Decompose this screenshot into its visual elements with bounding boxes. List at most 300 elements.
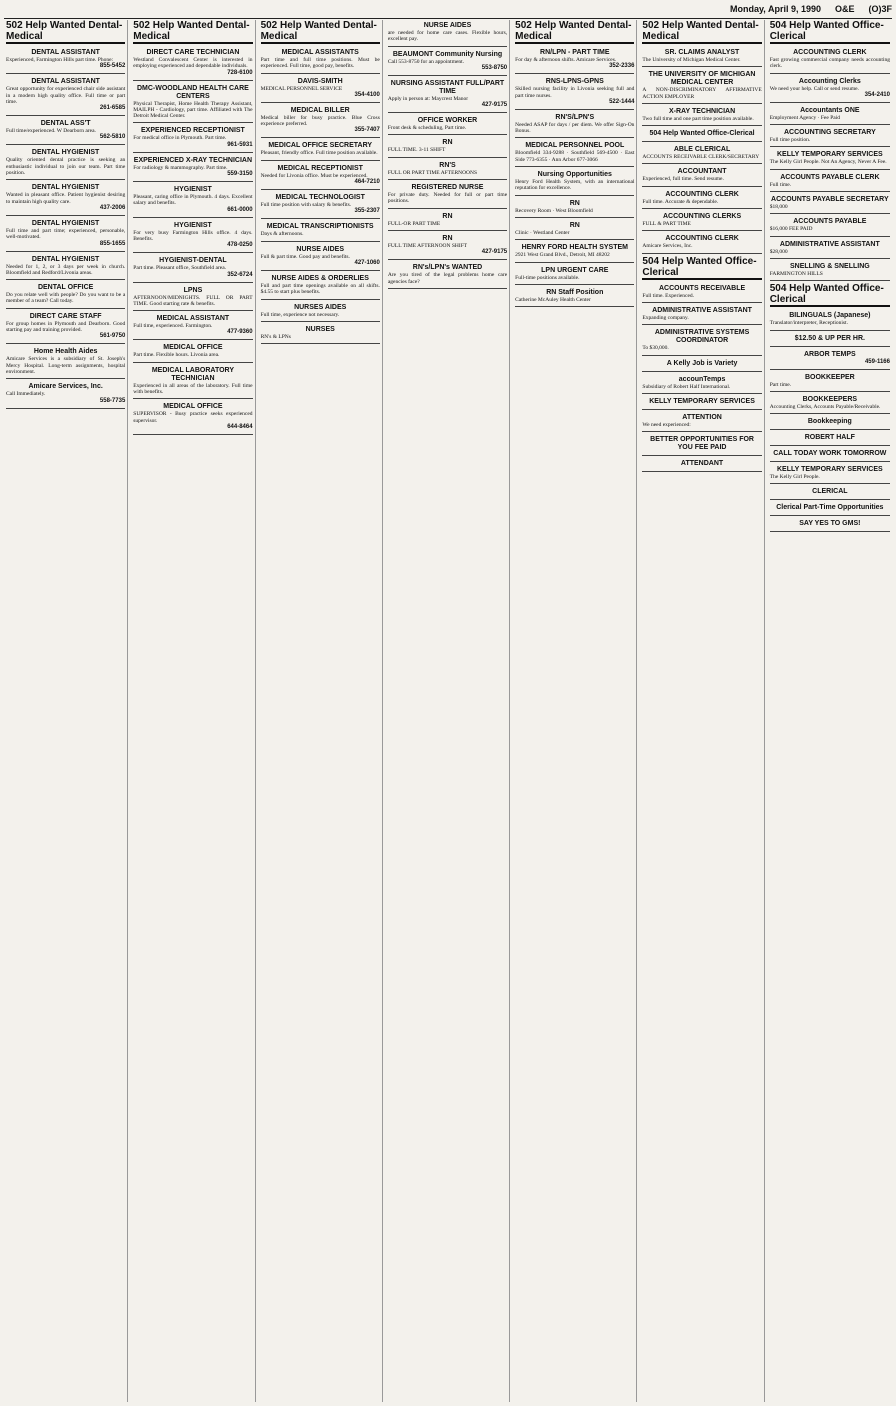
classified-ad <box>642 305 761 325</box>
ad-body: Full time. Accurate & dependable. <box>642 198 719 205</box>
ad-phone: 464-7210 <box>354 179 380 186</box>
ad-body: FULL TIME AFTERNOON SHIFT <box>387 242 468 249</box>
ad-title: MEDICAL OFFICE <box>163 344 223 352</box>
ad-title: RN <box>569 221 580 229</box>
ad-title: MEDICAL PERSONNEL POOL <box>525 142 625 150</box>
ad-title: SNELLING & SNELLING <box>789 262 870 270</box>
ad-body: Pleasant, friendly office. Full time position available. <box>260 150 378 157</box>
ad-title: ACCOUNTING CLERK <box>665 235 739 243</box>
ad-title: ROBERT HALF <box>804 434 855 442</box>
ad-body: $16,000 FEE PAID <box>769 226 813 233</box>
classified-ad <box>770 239 890 259</box>
ad-body: For group homes in Plymouth and Dearborn. Good starting pay and training provided. <box>6 320 126 334</box>
ad-body: 2921 West Grand Blvd., Detroit, MI 48202 <box>515 252 610 259</box>
classified-ad <box>642 396 761 410</box>
ad-phone: 728-6100 <box>227 69 253 76</box>
column-header: 502 Help Wanted Dental-Medical <box>515 20 634 44</box>
ad-body: Skilled nursing facility in Livonia seeking full and part time nurses. <box>515 86 635 99</box>
ad-title: DENTAL HYGIENIST <box>31 184 100 192</box>
ad-body: $28,000 <box>769 248 788 255</box>
ad-title: DIRECT CARE TECHNICIAN <box>146 49 240 56</box>
ad-body: FULL & PART TIME <box>642 221 691 228</box>
ad-body: For day & afternoon shifts. Amicare Services. <box>515 57 617 63</box>
ad-title: ACCOUNTS PAYABLE CLERK <box>780 173 880 181</box>
classified-ad <box>770 416 890 430</box>
classified-ad <box>642 106 761 126</box>
ad-title: BETTER OPPORTUNITIES FOR YOU FEE PAID <box>650 436 754 452</box>
ad-body: MEDICAL PERSONNEL SERVICE <box>260 85 343 92</box>
classified-ad <box>6 346 125 379</box>
ad-body: To $30,000. <box>642 345 669 352</box>
ad-title: ADMINISTRATIVE ASSISTANT <box>652 306 752 314</box>
classified-ad <box>133 365 252 400</box>
ad-body: ACCOUNTS RECEIVABLE CLERK/SECRETARY <box>642 154 760 161</box>
ad-title: MEDICAL TRANSCRIPTIONISTS <box>266 223 374 231</box>
classified-ad <box>770 172 890 192</box>
ad-title: BILINGUALS (Japanese) <box>789 312 871 320</box>
classified-ad <box>261 192 380 219</box>
classified-ad <box>6 147 125 180</box>
ad-title: NURSE AIDES <box>296 245 344 253</box>
ad-title: NURSES AIDES <box>294 303 347 311</box>
classified-ad <box>515 242 634 262</box>
classified-ad <box>515 169 634 196</box>
ad-body: The Kelly Girl People. Not An Agency, Never A Fee. <box>769 159 887 166</box>
classified-ad <box>261 163 380 190</box>
classified-ad <box>770 47 890 74</box>
ad-title: RN'S <box>439 161 456 169</box>
ad-body: The Kelly Girl People. <box>769 474 820 481</box>
ad-body: Needed for Livonia office. Must be experienced. <box>260 172 368 179</box>
ad-title: NURSING ASSISTANT FULL/PART TIME <box>390 79 505 95</box>
column-header: 502 Help Wanted Dental-Medical <box>133 20 252 44</box>
column-1 <box>4 20 128 1402</box>
ad-phone: 561-9750 <box>99 333 126 340</box>
ad-title: HYGIENIST-DENTAL <box>159 257 227 265</box>
ad-body: Do you relate well with people? Do you want to be a member of a team? Call today. <box>6 292 126 305</box>
ad-title: DENTAL OFFICE <box>37 284 94 292</box>
classified-ad <box>388 262 507 289</box>
ad-title: KELLY TEMPORARY SERVICES <box>649 397 755 405</box>
ad-phone: 562-5810 <box>99 134 126 141</box>
ad-title: MEDICAL OFFICE <box>163 403 223 411</box>
classified-ad <box>261 221 380 241</box>
ad-title: NURSE AIDES & ORDERLIES <box>271 274 369 282</box>
classified-ad <box>133 155 252 182</box>
classified-ad <box>133 342 252 362</box>
classified-ad <box>133 285 252 312</box>
ad-body: A NON-DISCRIMINATORY AFFIRMATIVE ACTION EMPLOYER <box>642 87 762 100</box>
classified-ad <box>515 76 634 110</box>
ad-title: SR. CLAIMS ANALYST <box>664 49 740 56</box>
ad-title: LPN URGENT CARE <box>541 266 609 274</box>
column-7 <box>768 20 892 1402</box>
classified-ad <box>642 211 761 231</box>
classified-ad <box>642 47 761 67</box>
ad-phone: 352-2336 <box>609 63 635 70</box>
column-header: 502 Help Wanted Dental-Medical <box>261 20 380 44</box>
ad-title: ACCOUNTING CLERKS <box>662 213 742 221</box>
ad-title: REGISTERED NURSE <box>411 184 484 192</box>
classified-ad <box>515 198 634 218</box>
ad-phone: 644-8464 <box>227 423 253 430</box>
ad-phone: 558-7735 <box>99 397 126 404</box>
classified-ad <box>642 327 761 355</box>
ad-phone: 661-0000 <box>227 206 253 213</box>
classified-ad <box>770 518 890 532</box>
ad-title: $12.50 & UP PER HR. <box>794 334 865 342</box>
ad-title: RN <box>442 212 453 220</box>
ad-body: Quality oriented dental practice is seeking an enthusiastic individual to join our team. Part time position. <box>6 157 126 177</box>
ad-title: Bookkeeping <box>807 418 852 426</box>
classified-ad <box>642 233 761 253</box>
ad-title: KELLY TEMPORARY SERVICES <box>777 151 883 159</box>
classified-ad <box>388 49 507 76</box>
classified-ad <box>133 184 252 218</box>
classified-ad <box>133 47 252 81</box>
classified-ad <box>6 118 125 145</box>
ad-body: Full time, experienced. Farmington. <box>133 323 213 330</box>
ad-body: Part time. Pleasant office, Southfield area. <box>133 265 227 272</box>
ad-title: THE UNIVERSITY OF MICHIGAN MEDICAL CENTER <box>648 71 756 87</box>
ad-body: Part time. Flexible hours. Livonia area. <box>133 352 220 359</box>
classified-ad <box>133 255 252 282</box>
classified-ad <box>642 434 761 456</box>
ad-title: MEDICAL BILLER <box>290 106 350 114</box>
ad-title: BOOKKEEPER <box>804 373 855 381</box>
ad-title: MEDICAL ASSISTANTS <box>281 49 359 56</box>
classified-ad <box>642 166 761 186</box>
ad-title: LPNS <box>183 286 203 294</box>
ad-phone: 427-9175 <box>481 249 508 256</box>
ad-body: Full time. Experienced. <box>642 292 695 299</box>
ad-title: RN <box>569 199 580 207</box>
ad-title: ATTENTION <box>682 413 722 421</box>
classified-ad <box>388 115 507 135</box>
classified-ad <box>770 149 890 169</box>
ad-phone: 261-6585 <box>99 105 126 112</box>
classified-ad <box>261 273 380 300</box>
classified-ad <box>388 20 507 47</box>
ad-body: Fast growing commercial company needs accounting clerk. <box>769 57 890 70</box>
ad-body: Recovery Room · West Bloomfield <box>515 207 593 214</box>
ad-phone: 478-0250 <box>227 242 253 249</box>
ad-title: DIRECT CARE STAFF <box>29 312 102 320</box>
masthead <box>4 4 892 19</box>
ad-title: Accountants ONE <box>800 106 860 114</box>
classified-ad <box>642 128 761 142</box>
ad-body: We need your help. Call or send resume. <box>769 85 859 92</box>
classified-ad <box>642 69 761 104</box>
ad-phone: 522-1444 <box>609 98 635 105</box>
classified-ad <box>261 76 380 103</box>
ad-phone: 352-6724 <box>227 271 253 278</box>
classified-ad <box>6 254 125 281</box>
ad-body: RN's & LPNs <box>260 333 291 340</box>
ad-body: Call 553-8750 for an appointment. <box>387 58 465 65</box>
classified-ad <box>770 464 890 484</box>
ad-title: MEDICAL ASSISTANT <box>156 315 230 323</box>
ad-body: Full time/experienced. W Dearborn area. <box>6 128 96 135</box>
ad-body: Medical biller for busy practice. Blue Cross experience preferred. <box>260 114 380 128</box>
ad-title: X-RAY TECHNICIAN <box>669 107 736 115</box>
ad-title: RN Staff Position <box>546 288 604 296</box>
ad-title: HYGIENIST <box>174 186 212 194</box>
classified-ad <box>642 358 761 372</box>
ad-title: MEDICAL RECEPTIONIST <box>277 164 363 172</box>
ad-title: OFFICE WORKER <box>417 117 478 125</box>
ad-title: RN'S/LPN'S <box>555 113 595 121</box>
classified-ad <box>770 432 890 446</box>
ad-title: ACCOUNTS RECEIVABLE <box>658 284 746 292</box>
column-header: 502 Help Wanted Dental-Medical <box>6 20 125 44</box>
ad-phone: 355-7407 <box>354 127 380 134</box>
ad-body: Westland Convalescent Center is interested in employing experienced and dependable individuals. <box>133 57 253 70</box>
ad-body: Full time, experience not necessary. <box>260 311 340 318</box>
ad-title: MEDICAL OFFICE SECRETARY <box>268 142 373 150</box>
classified-ad <box>770 216 890 236</box>
ad-title: RN/LPN - PART TIME <box>540 49 610 56</box>
ad-body: Catherine McAuley Health Center <box>515 296 591 303</box>
ad-body: Pleasant, caring office in Plymouth. 4 days. Excellent salary and benefits. <box>133 194 253 207</box>
ad-body: FULL TIME. 3-11 SHIFT <box>387 147 446 154</box>
classified-ad <box>515 220 634 240</box>
classified-ad <box>770 502 890 516</box>
ad-body: Wanted in pleasant office. Patient hygienist desiring to maintain high quality care. <box>6 192 126 205</box>
ad-title: ACCOUNTING SECRETARY <box>783 129 876 137</box>
column-5 <box>513 20 637 1402</box>
classified-ad <box>261 47 380 74</box>
ad-body: Subsidiary of Robert Half International. <box>642 383 731 390</box>
masthead-date: Monday, April 9, 1990 <box>729 4 821 14</box>
classified-ad <box>770 486 890 500</box>
classified-columns <box>4 20 892 1402</box>
ad-body: Apply in person at: Maycrest Manor <box>387 95 469 102</box>
ad-body: Call Immediately. <box>6 391 46 398</box>
classified-ad <box>133 313 252 340</box>
ad-phone: 427-1060 <box>354 259 380 266</box>
classified-ad <box>133 125 252 152</box>
ad-title: ACCOUNTS PAYABLE <box>793 218 867 226</box>
ad-body: Great opportunity for experienced chair side assistant in a modern high quality office. Full time or part time. <box>6 86 126 105</box>
ad-title: DENTAL ASSISTANT <box>31 49 100 56</box>
classified-ad <box>6 311 125 345</box>
ad-title: NURSES <box>305 325 335 333</box>
classified-ad <box>388 78 507 113</box>
classified-ad <box>133 83 252 124</box>
ad-title: 504 Help Wanted Office-Clerical <box>649 130 755 138</box>
classified-ad <box>515 140 634 167</box>
ad-body: Needed for 1, 2, or 3 days per week in church. Bloomfield and Redford/Livonia areas. <box>6 263 126 276</box>
ad-body: Full and part time openings available on all shifts. $4.55 to start plus benefits. <box>260 282 380 296</box>
ad-title: EXPERIENCED RECEPTIONIST <box>140 127 245 135</box>
ad-title: NURSE AIDES <box>423 22 472 29</box>
ad-title: Nursing Opportunities <box>537 171 612 179</box>
masthead-page-code: (O)3F <box>868 4 892 14</box>
classified-ad <box>261 302 380 322</box>
ad-body: Clinic · Westland Center <box>515 229 570 236</box>
ad-body: FULL OR PART TIME AFTERNOONS <box>387 169 478 176</box>
ad-title: BEAUMONT Community Nursing <box>392 50 503 58</box>
ad-title: Clerical Part-Time Opportunities <box>776 504 884 512</box>
ad-title: Amicare Services, Inc. <box>28 383 103 391</box>
ad-phone: 855-5452 <box>99 63 126 70</box>
classified-ad <box>770 76 890 103</box>
ad-body: Accounting Clerks, Accounts Payable/Receivable. <box>769 403 881 410</box>
column-4 <box>386 20 510 1402</box>
ad-title: Accounting Clerks <box>798 77 861 85</box>
column-3 <box>259 20 383 1402</box>
ad-body: Employment Agency · Fee Paid <box>769 114 840 121</box>
ad-body: Experienced, full time. Send resume. <box>642 176 724 183</box>
ad-title: EXPERIENCED X-RAY TECHNICIAN <box>133 156 253 164</box>
classified-ad <box>770 194 890 214</box>
classified-ad <box>770 127 890 147</box>
ad-title: DMC-WOODLAND HEALTH CARE CENTERS <box>136 84 249 100</box>
classified-ad <box>770 349 890 370</box>
ad-phone: 855-1655 <box>99 240 126 247</box>
ad-body: For medical office in Plymouth. Part time. <box>133 135 227 142</box>
ad-body: Physical Therapist, Home Health Therapy Assistant, MAILPH - Cardiology, part time. Affiliated with The Detroit Medical Center. <box>133 100 253 120</box>
classified-ad <box>388 233 507 260</box>
classified-ad <box>261 140 380 160</box>
ad-title: DENTAL HYGIENIST <box>31 219 100 227</box>
classified-ad <box>261 244 380 271</box>
ad-title: ACCOUNTS PAYABLE SECRETARY <box>771 196 889 204</box>
ad-title: MEDICAL LABORATORY TECHNICIAN <box>151 366 235 382</box>
classified-ad <box>515 112 634 139</box>
ad-title: MEDICAL TECHNOLOGIST <box>275 194 365 202</box>
ad-title: DENTAL HYGIENIST <box>31 255 100 263</box>
ad-phone: 354-4100 <box>354 91 380 98</box>
ad-body: Part time. <box>769 381 792 388</box>
classified-ad <box>770 261 890 281</box>
ad-body: AFTERNOON/MIDNIGHTS. FULL OR PART TIME. Good starting rate & benefits. <box>133 294 253 307</box>
ad-body: Are you tired of the legal problems home care agencies face? <box>387 272 508 285</box>
classified-ad <box>6 282 125 309</box>
ad-title: RN <box>442 139 453 147</box>
ad-title: RN <box>442 234 453 242</box>
ad-body: SUPERVISOR - Busy practice seeks experienced supervisor. <box>133 411 253 424</box>
classified-ad <box>642 412 761 432</box>
ad-title: DAVIS-SMITH <box>297 77 343 85</box>
classified-ad <box>6 381 125 408</box>
ad-title: BOOKKEEPERS <box>802 395 858 403</box>
ad-title: RNS-LPNS-GPNS <box>545 78 604 86</box>
ad-title: DENTAL ASS'T <box>40 120 91 128</box>
ad-body: $18,000 <box>769 204 788 211</box>
ad-body: Full time and part time; experienced, personable, well-motivated. <box>6 227 126 241</box>
classified-ad <box>261 324 380 344</box>
classified-ad <box>642 144 761 164</box>
ad-body: Expanding company. <box>642 314 689 321</box>
ad-body: Experienced, Farmington Hills part time. Phone: <box>6 57 114 63</box>
ad-phone: 427-9175 <box>481 102 508 109</box>
classified-ad <box>770 394 890 414</box>
ad-title: ATTENDANT <box>680 460 724 468</box>
classified-ad <box>515 265 634 285</box>
ad-body: Days & afternoons. <box>260 231 304 238</box>
ad-body: We need experienced: <box>642 421 691 428</box>
classified-ad <box>642 374 761 394</box>
ad-body: FULL-OR PART TIME <box>387 220 441 227</box>
ad-phone: 437-2006 <box>99 204 126 211</box>
classified-ad <box>515 47 634 74</box>
classified-ad <box>6 182 125 216</box>
ad-phone: 354-2410 <box>864 91 890 98</box>
classified-ad <box>388 211 507 231</box>
ad-title: ACCOUNTING CLERK <box>793 49 867 56</box>
classified-ad <box>642 283 761 303</box>
ad-body: Needed ASAP for days / per diem. We offer Sign-On Bonus. <box>515 121 635 135</box>
classified-ad <box>770 448 890 462</box>
ad-title: DENTAL ASSISTANT <box>31 78 100 86</box>
ad-body: Two full time and one part time position available. <box>642 115 754 122</box>
classified-ad <box>642 458 761 472</box>
classified-ad <box>770 105 890 125</box>
classified-ad <box>6 47 125 74</box>
ad-body: Translator/interpreter, Receptionist. <box>769 320 848 327</box>
ad-body: For very busy Farmington Hills office. 4 days. Benefits. <box>133 229 253 242</box>
ad-body: The University of Michigan Medical Center. <box>642 57 741 63</box>
ad-body: Full time position. <box>769 137 811 144</box>
ad-title: ADMINISTRATIVE SYSTEMS COORDINATOR <box>654 329 750 345</box>
ad-title: ABLE CLERICAL <box>673 146 731 154</box>
ad-body: Bloomfield 334-9288 · Southfield 569-4500 · East Side 773-6355 · Ann Arbor 677-3066 <box>515 150 635 163</box>
classified-ad <box>642 189 761 209</box>
ad-phone: 961-5931 <box>227 141 253 148</box>
ad-body: Full time position with salary & benefits. <box>260 202 352 209</box>
ad-title: ADMINISTRATIVE ASSISTANT <box>779 240 880 248</box>
ad-body: Amicare Services, Inc. <box>642 243 693 250</box>
ad-body: FARMINGTON HILLS <box>769 270 823 277</box>
ad-title: HYGIENIST <box>174 221 212 229</box>
ad-title: ACCOUNTANT <box>677 168 727 176</box>
column-header: 504 Help Wanted Office-Clerical <box>642 256 761 280</box>
ad-title: accounTemps <box>678 375 726 383</box>
classified-ad <box>133 401 252 435</box>
ad-phone: 553-8750 <box>481 64 508 71</box>
classified-ad <box>770 333 890 347</box>
ad-body: For private duty. Needed for full or part time positions. <box>387 192 508 205</box>
ad-title: RN's/LPN's WANTED <box>412 264 483 272</box>
ad-title: DENTAL HYGIENIST <box>31 149 100 157</box>
ad-title: KELLY TEMPORARY SERVICES <box>777 466 883 474</box>
classified-ad <box>6 76 125 116</box>
ad-phone: 355-2307 <box>354 208 380 215</box>
ad-title: HENRY FORD HEALTH SYSTEM <box>521 244 628 252</box>
classified-ad <box>770 372 890 392</box>
ad-title: CALL TODAY WORK TOMORROW <box>773 450 887 458</box>
masthead-section: O&E <box>834 4 855 14</box>
ad-body: Full & part time. Good pay and benefits. <box>260 253 350 260</box>
ad-title: CLERICAL <box>812 488 848 496</box>
classified-ad <box>388 137 507 157</box>
ad-body: For radiology & mammography. Part time. <box>133 164 228 171</box>
column-2 <box>131 20 255 1402</box>
classified-ad <box>388 160 507 180</box>
classified-ad <box>133 220 252 254</box>
classified-ad <box>6 218 125 252</box>
classified-ad <box>770 310 890 330</box>
ad-title: A Kelly Job is Variety <box>666 359 738 367</box>
ad-phone: 459-1166 <box>864 358 890 365</box>
ad-body: Henry Ford Health System, with an international reputation for excellence. <box>515 179 635 192</box>
column-header: 504 Help Wanted Office-Clerical <box>770 20 890 44</box>
ad-body: are needed for home care cases. Flexible hours, excellent pay. <box>387 30 508 43</box>
column-header: 504 Help Wanted Office-Clerical <box>770 283 890 307</box>
ad-phone: 477-9360 <box>227 329 253 336</box>
